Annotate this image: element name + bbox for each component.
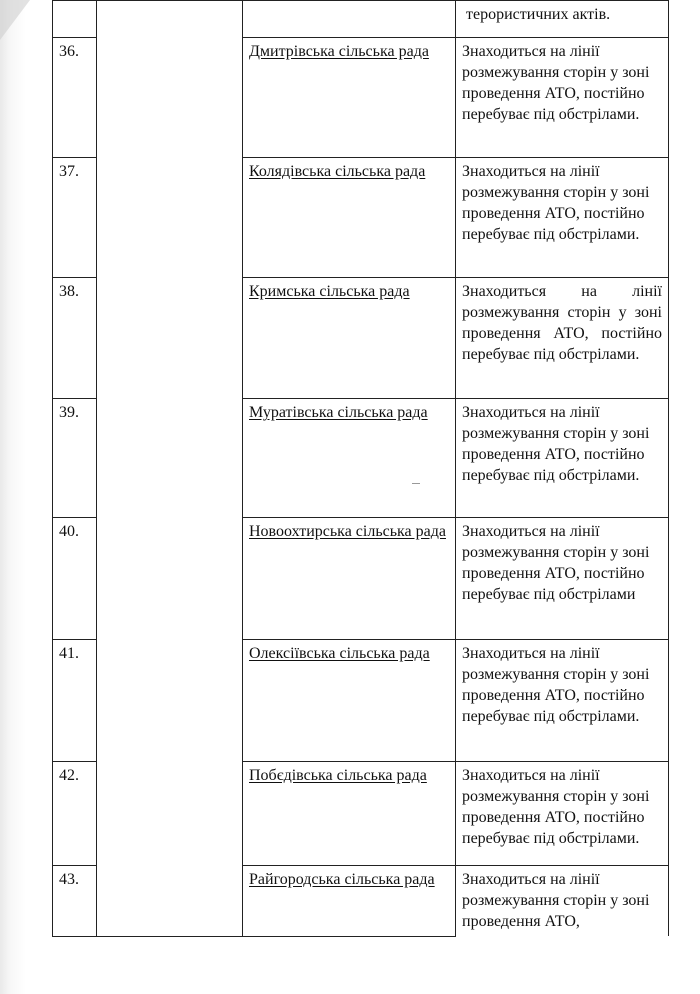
table-row-continued bbox=[53, 1, 669, 38]
council-name-cell bbox=[243, 158, 456, 278]
council-table bbox=[52, 0, 669, 937]
page-corner-fold bbox=[0, 0, 30, 40]
row-number: 43. bbox=[53, 866, 97, 937]
council-name: Райгородська сільська рада bbox=[249, 871, 435, 888]
row-number: 42. bbox=[53, 762, 97, 866]
description-cell bbox=[456, 1, 669, 38]
council-name-cell bbox=[243, 866, 456, 937]
description-cell bbox=[456, 866, 669, 937]
description-text: Знаходиться на лінії розмежування сторін у зоні проведення АТО, постійно перебуває під обстрілами. bbox=[462, 404, 650, 484]
description-cell bbox=[456, 640, 669, 762]
council-name: Колядівська сільська рада bbox=[249, 163, 426, 180]
description-text: Знаходиться на лінії розмежування сторін у зоні проведення АТО, постійно перебуває під обстрілами. bbox=[462, 283, 662, 363]
council-name-cell bbox=[243, 278, 456, 399]
description-text: Знаходиться на лінії розмежування сторін у зоні проведення АТО, постійно перебуває під обстрілами bbox=[462, 523, 650, 603]
council-name-cell bbox=[243, 762, 456, 866]
description-text: Знаходиться на лінії розмежування сторін у зоні проведення АТО, bbox=[462, 871, 650, 930]
description-cell bbox=[456, 38, 669, 158]
merged-district-cell bbox=[97, 1, 243, 937]
row-number: 38. bbox=[53, 278, 97, 399]
council-name-cell bbox=[243, 518, 456, 640]
council-name-cell bbox=[243, 640, 456, 762]
council-name: Олексіївська сільська рада bbox=[249, 645, 430, 662]
council-name: Дмитрівська сільська рада bbox=[249, 43, 429, 60]
description-cell bbox=[456, 278, 669, 399]
scan-artifact bbox=[412, 483, 420, 484]
council-name-cell bbox=[243, 399, 456, 518]
description-text: Знаходиться на лінії розмежування сторін у зоні проведення АТО, постійно перебуває під обстрілами. bbox=[462, 645, 650, 725]
description-text: терористичних актів. bbox=[466, 6, 611, 23]
council-name: Новоохтирська сільська рада bbox=[249, 523, 446, 540]
council-name: Кримська сільська рада bbox=[249, 283, 410, 300]
description-text: Знаходиться на лінії розмежування сторін у зоні проведення АТО, постійно перебуває під обстрілами. bbox=[462, 163, 650, 243]
row-number: 40. bbox=[53, 518, 97, 640]
row-number: 37. bbox=[53, 158, 97, 278]
description-cell bbox=[456, 762, 669, 866]
description-cell bbox=[456, 518, 669, 640]
row-number: 39. bbox=[53, 399, 97, 518]
council-name-cell bbox=[243, 1, 456, 38]
description-text: Знаходиться на лінії розмежування сторін у зоні проведення АТО, постійно перебуває під обстрілами. bbox=[462, 767, 650, 847]
description-cell bbox=[456, 158, 669, 278]
row-number: 36. bbox=[53, 38, 97, 158]
council-name-cell bbox=[243, 38, 456, 158]
council-name: Муратівська сільська рада bbox=[249, 404, 428, 421]
row-number-cell bbox=[53, 1, 97, 38]
council-name: Побєдівська сільська рада bbox=[249, 767, 427, 784]
description-text: Знаходиться на лінії розмежування сторін у зоні проведення АТО, постійно перебуває під обстрілами. bbox=[462, 43, 650, 123]
description-cell bbox=[456, 399, 669, 518]
row-number: 41. bbox=[53, 640, 97, 762]
